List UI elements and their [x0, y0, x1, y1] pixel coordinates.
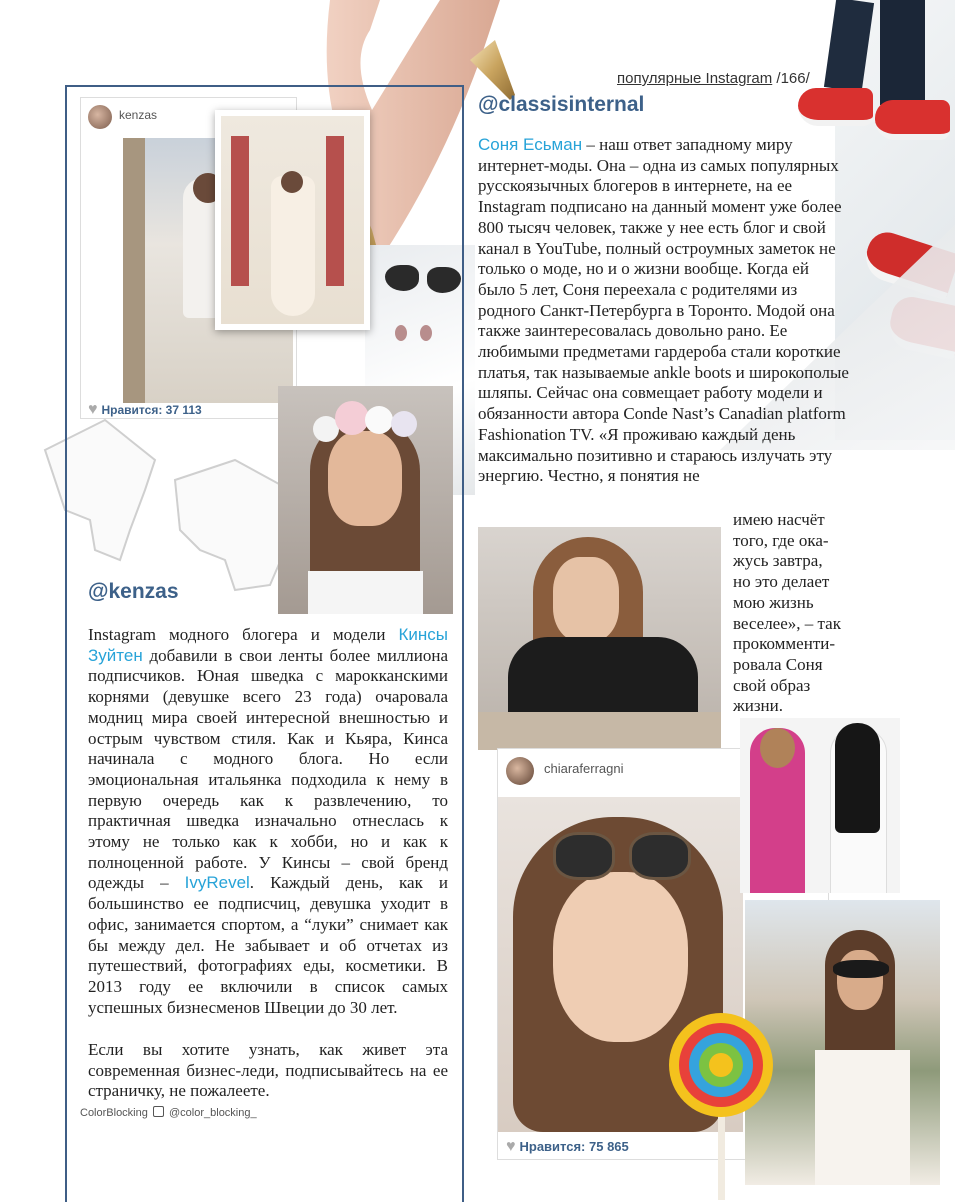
text-run: Instagram модного блогера и модели [88, 625, 399, 644]
tail-line: ровала Соня [733, 654, 823, 674]
credit-brand: ColorBlocking [80, 1107, 148, 1119]
lollipop [665, 1010, 780, 1200]
header-slash: / [772, 70, 781, 87]
tail-line: жусь завтра, [733, 551, 823, 571]
flower-crown [313, 401, 418, 441]
likes-count: Нравится: 37 113 [101, 403, 202, 417]
sonya-name-link[interactable]: Соня Есьман [478, 135, 583, 154]
two-women-photo [740, 718, 900, 893]
wedding-dress-photo [215, 110, 370, 330]
heart-icon[interactable]: ♥ [88, 401, 98, 418]
insta-username[interactable]: chiaraferragni [544, 761, 624, 776]
instagram-icon [153, 1106, 164, 1117]
likes-row [506, 1138, 629, 1156]
avatar [88, 105, 112, 129]
section-title: популярные Instagram [617, 70, 773, 87]
page-header [617, 70, 810, 87]
jeans-right [880, 0, 925, 105]
kenzas-closing-paragraph: Если вы хотите узнать, как живет эта современная бизнес-леди, подписывайтесь на ее страничку, не пожалеете. [88, 1040, 448, 1101]
page-number: 166 [780, 70, 806, 87]
kenzas-handle: @kenzas [88, 580, 179, 603]
tail-line: имею насчёт [733, 510, 825, 529]
tail-line: мою жизнь [733, 592, 814, 612]
ivyrevel-link[interactable]: IvyRevel [184, 873, 250, 893]
chiara-leather-jacket-photo [478, 527, 721, 750]
kenzas-article-text [88, 625, 448, 1018]
tail-line: того, где ока- [733, 530, 829, 550]
text-run: – наш ответ западному миру интернет-моды. Она – одна из самых популярных русскоязычных блогеров в интернете, на ее Instagram подписано на данный момент уже более 800 тысяч человек, также у нее есть блог и свой канал в YouTube, полный остроумных заметок не только о моде, но и о жизни вообще. Когда ей было 5 лет, Соня переехала с родителями из родного Санкт-Петербурга в Торонто. Модой она также заинтересовалась довольно рано. Ее любимыми предметами гардероба стали короткие платья, так называемые ankle boots и широкополые шляпы. Сейчас она совмещает работу модели и обязанности автора Conde Nast’s Canadian platform Fashionation TV. «Я проживаю каждый день максимально позитивно и стараюсь излучать эту энергию. Честно, я понятия не [478, 135, 849, 486]
tail-line: но это делает [733, 572, 830, 592]
red-sneaker-1 [798, 88, 873, 126]
likes-count: Нравится: 75 865 [519, 1139, 629, 1154]
text-run: . Каждый день, как и большинство ее подписчиц, девушка уходит в офис, занимается спортом, а “луки” снимает как бы между дел. Не забывает и об отчетах из путешествий, фотографиях еды, косметики. В 2013 году ее включили в список самых успешных бизнесменов Швеции до 30 лет. [88, 873, 448, 1017]
text-run: добавили в свои ленты более миллиона подписчиков. Юная шведка с марокканскими корнями (девушке всего 23 года) очаровала модниц мира своей интересной внешностью и острым чувством стиля. Как и Кьяра, Кинса начинала с модного блога. Но если эмоциональная итальянка подходила к нему в первую очередь как к развлечению, то практичная шведка изначально отнеслась к этому не только как к хобби, но и как к полноценной работе. У Кинсы – свой бренд одежды – [88, 645, 448, 893]
insta-username[interactable]: kenzas [119, 108, 158, 122]
header-slash: / [805, 70, 810, 87]
red-sneaker-2 [875, 100, 950, 140]
tail-line: жизни. [733, 696, 784, 716]
sonya-article-tail [733, 510, 858, 717]
classisinternal-handle: @classisinternal [478, 93, 645, 116]
tail-line: веселее», – так [733, 613, 841, 633]
kenzas-portrait-photo [278, 386, 453, 614]
tail-line: свой образ [733, 675, 811, 695]
credit-handle: @color_blocking_ [169, 1107, 257, 1119]
kinsa-name-link[interactable]: Кинсы Зуйтен [88, 625, 448, 665]
sunglasses-icon [553, 832, 693, 882]
sonya-article-text [478, 135, 850, 487]
photo-credit [80, 1106, 257, 1119]
tail-line: прокомменти- [733, 634, 836, 654]
avatar [506, 757, 534, 785]
likes-row [88, 401, 202, 419]
heart-icon[interactable]: ♥ [506, 1138, 516, 1155]
